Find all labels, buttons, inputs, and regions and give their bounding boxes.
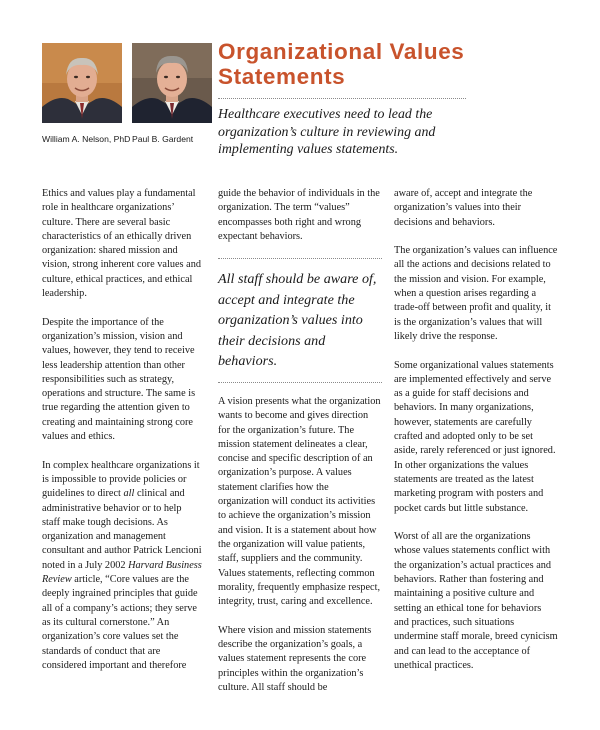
paragraph: guide the behavior of individuals in the organization. The term “values” encompasses both right and wrong expectant behaviors. (218, 188, 380, 242)
paragraph: A vision presents what the organization wants to become and gives direction for the organization’s future. The mission statement delineates a clear, concise and specific description of an organization’s purpose. A values statement clarifies how the organization will conduct its activities to achieve the organization’s mission and vision. It is a statement about how the organization will value patients, staff, suppliers and the community. Values statements, reflecting common morality, frequently emphasize respect, integrity, trust, caring and excellence. (218, 395, 381, 608)
paragraph: Where vision and mission statements describe the organization’s goals, a values statement represents the core principles within the organization’s culture. All staff should be (218, 624, 372, 693)
author-caption-william-nelson: William A. Nelson, PhD (42, 134, 131, 144)
paragraph: aware of, accept and integrate the organization’s values into their decisions and behaviors. (394, 188, 533, 228)
title-divider (218, 98, 466, 99)
paragraph: Ethics and values play a fundamental role in healthcare organizations’ culture. There are several basic characteristics of an ethically driven organization: shared mission and vision, strong inherent core values and culture, ethical practices, and ethical leadership. (42, 188, 201, 300)
body-column-3 (394, 187, 558, 687)
paragraph: The organization’s values can influence all the actions and decisions related to the mission and vision. For example, when a question arises regarding a trade-off between profit and quality, it is the organization’s values that will likely drive the response. (394, 245, 558, 342)
page-title (218, 39, 464, 89)
title-line-2: Statements (218, 64, 346, 89)
publication-title: Harvard Business Review (42, 559, 202, 586)
paragraph: Some organizational values statements are implemented effectively and serve as a guide for staff decisions and behaviors. In many organizations, however, statements are carefully crafted and adopted only to be set aside, rarely referenced or just ignored. In other organizations the values statements are treated as the latest marketing program with posters and pocket cards but little substance. (394, 359, 556, 514)
text-run: article, “Core values are the deeply ingrained principles that guide all of a company’s actions; they serve as its cultural cornerstone.” An organization’s core values set the standards of conduct that are considered important and therefore (42, 574, 198, 671)
body-column-1 (42, 187, 202, 687)
text-run: clinical and administrative behavior or to help staff make tough decisions. As organization and management consultant and author Patrick Lencioni noted in a July 2002 (42, 488, 202, 571)
body-column-2 (218, 187, 382, 710)
author-caption-paul-gardent: Paul B. Gardent (132, 134, 194, 144)
emphasis-all: all (123, 488, 135, 500)
pull-quote: All staff should be aware of, accept and integrate the organization’s values into their decisions and behaviors. (218, 258, 382, 383)
author-photo-william-nelson (42, 43, 122, 123)
paragraph (42, 459, 202, 673)
text-run: In complex healthcare organizations it is impossible to provide policies or guidelines to direct (42, 459, 200, 500)
paragraph: Worst of all are the organizations whose values statements conflict with the organization’s actual practices and behaviors. Rather than fostering and maintaining a positive culture and setting an ethical tone for behaviors and practices, such situations undermine staff morale, breed cynicism and can lead to the acceptance of unethical practices. (394, 531, 558, 671)
author-photo-paul-gardent (132, 43, 212, 123)
paragraph: Despite the importance of the organization’s mission, vision and values, however, they tend to receive less leadership attention than other responsibilities such as strategy, operations and structure. The same is true regarding the attention given to creating and maintaining strong core values and ethics. (42, 316, 196, 443)
title-line-1: Organizational Values (218, 39, 465, 64)
subtitle: Healthcare executives need to lead the organization’s culture in reviewing and implementing values statements. (218, 107, 436, 157)
